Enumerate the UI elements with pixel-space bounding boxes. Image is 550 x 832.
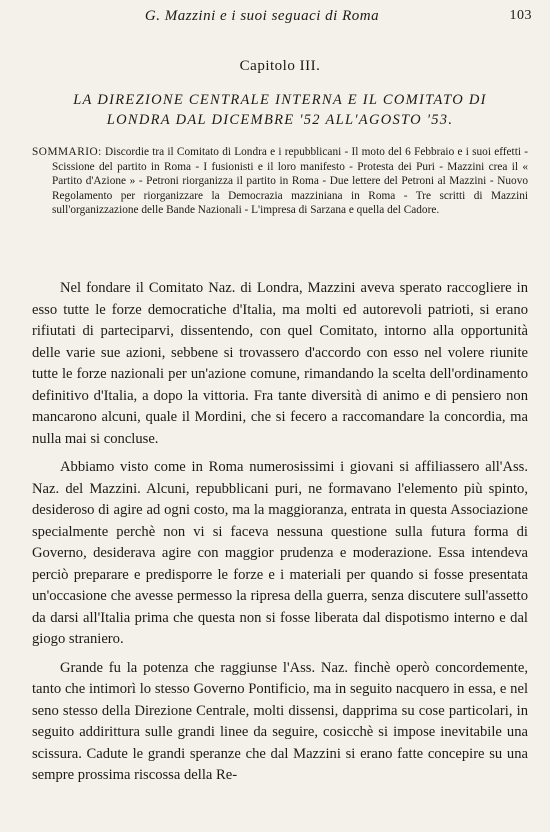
chapter-summary xyxy=(32,145,528,218)
page-number: 103 xyxy=(509,8,532,23)
running-title: G. Mazzini e i suoi seguaci di Roma xyxy=(144,8,380,24)
summary-label: SOMMARIO: xyxy=(32,146,102,158)
chapter-label: Capitolo III. xyxy=(239,58,321,74)
paragraph-1: Nel fondare il Comitato Naz. di Londra, Mazzini aveva sperato raccogliere in esso tutte le forze democratiche d'Italia, ma molti ed autorevoli patrioti, si erano rifiutati di parteciparvi, dissentendo, con quel Comitato, intorno alla opportunità delle varie sue azioni, sebbene si trovassero d'accordo con esso nel volere riunite tutte le forze nazionali per un'azione comune, rimandando la scelta dell'ordinamento definitivo d'Italia, a dopo la vittoria. Fra tante diversità di animo e di pensiero non mancarono alcuni, quale il Mordini, che si fecero a raccomandare la concordia, ma nulla mai si concluse. xyxy=(32,280,528,447)
paragraph-2: Abbiamo visto come in Roma numerosissimi i giovani si affiliassero all'Ass. Naz. del Mazzini. Alcuni, repubblicani puri, ne formavano l'elemento più spinto, desideroso di agire ad ogni costo, ma la maggioranza, entrata in questa Associazione specialmente perchè non vi si faceva nessuna questione sulla futura forma di Governo, desiderava agire con maggior prudenza e moderazione. Essa intendeva perciò preparare e predisporre le forze e i materiali per quando si fosse presentata un'occasione che avesse permesso la ripresa della guerra, senza discutere sull'assetto da darsi all'Italia prima che questa non si fosse liberata dal dispotismo interno e dal giogo straniero. xyxy=(32,459,528,647)
running-header xyxy=(32,8,532,28)
chapter-title-line-2: LONDRA DAL DICEMBRE '52 ALL'AGOSTO '53. xyxy=(106,112,454,128)
body-text xyxy=(32,278,528,787)
chapter-title xyxy=(28,90,532,130)
paragraph-3: Grande fu la potenza che raggiunse l'Ass. Naz. finchè operò concordemente, tanto che intimorì lo stesso Governo Pontificio, ma in seguito nacquero in essa, e nel seno stesso della Direzione Centrale, molti dissensi, dapprima su cose particolari, in seguito addirittura sulle grandi linee da seguire, cosicchè si impose inevitabile una scissura. Cadute le grandi speranze che dal Mazzini si erano fatte concepire su una sempre prossima riscossa della Re- xyxy=(32,659,528,783)
summary-text: Discordie tra il Comitato di Londra e i repubblicani - Il moto del 6 Febbraio e i suoi effetti - Scissione del partito in Roma - I fusionisti e il loro manifesto - Protesta dei Puri - Mazzini crea il « Partito d'Azione » - Petroni riorganizza il partito in Roma - Due lettere del Petroni al Mazzini - Nuovo Regolamento per riorganizzare la Democrazia mazziniana in Roma - Tre scritti di Mazzini sull'organizzazione delle Bande Nazionali - L'impresa di Sarzana e quella del Cadore. xyxy=(52,146,528,216)
chapter-title-line-1: LA DIREZIONE CENTRALE INTERNA E IL COMITATO DI xyxy=(73,92,487,108)
